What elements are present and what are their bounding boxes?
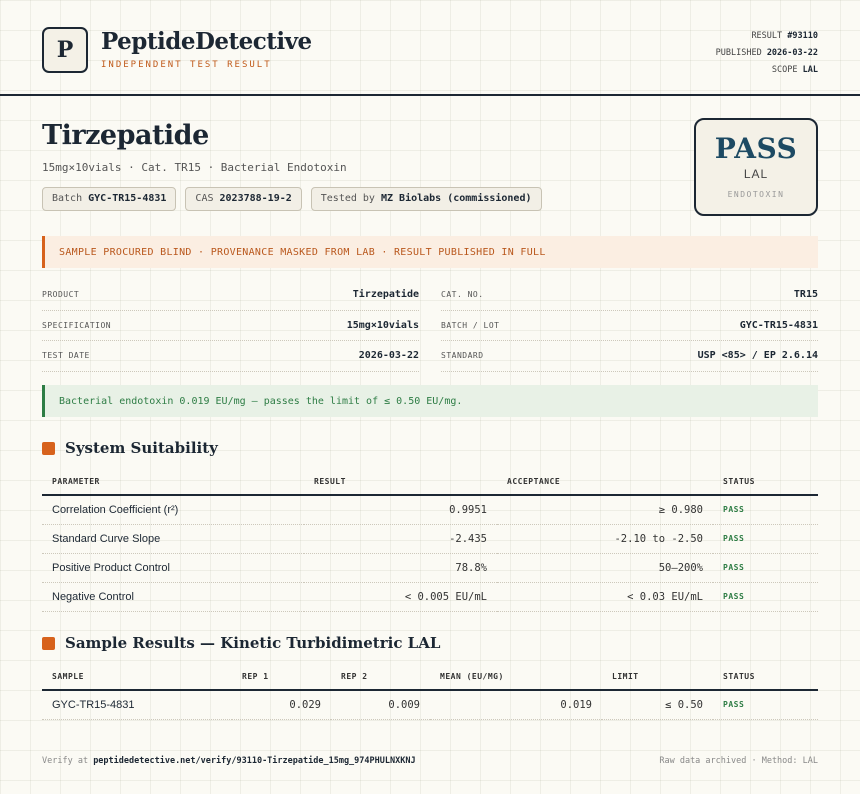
scope-label: SCOPE [771,65,798,75]
col-header: MEAN (EU/MG) [430,663,602,690]
standard-cell [441,341,818,372]
param-cell: Negative Control [42,582,304,611]
pass-stamp [694,118,818,216]
scope-value: LAL [802,65,818,75]
result-cell: -2.435 [304,524,497,553]
param-cell: Standard Curve Slope [42,524,304,553]
scope-line [716,62,818,79]
product-cell [42,280,419,311]
suitability-title: System Suitability [65,439,218,457]
acceptance-cell: -2.10 to -2.50 [497,524,713,553]
date-cell [42,341,419,372]
col-header: RESULT [304,468,497,495]
info-grid [42,280,818,372]
stamp-verdict: PASS [714,132,798,165]
spec-cell [42,311,419,342]
table-row [42,553,818,582]
result-id-line [716,28,818,45]
col-header: STATUS [713,468,818,495]
suitability-section-heading [42,439,218,457]
page-subtitle: 15mg×10vials · Cat. TR15 · Bacterial Endotoxin [42,161,347,174]
spec-value: 15mg×10vials [346,319,419,331]
verify-label: Verify at [42,756,89,766]
report-meta [716,28,818,79]
result-cell: 0.9951 [304,495,497,524]
status-badge: PASS [713,553,818,582]
table-header-row [42,663,818,690]
stamp-subtitle: ENDOTOXIN [727,190,785,199]
result-id: #93110 [787,31,818,41]
blind-notice: SAMPLE PROCURED BLIND · PROVENANCE MASKED FROM LAB · RESULT PUBLISHED IN FULL [42,236,818,268]
col-header: PARAMETER [42,468,304,495]
verify-line [42,756,416,766]
limit-cell: ≤ 0.50 [602,690,713,719]
table-header-row [42,468,818,495]
table-row [42,582,818,611]
product-value: Tirzepatide [352,289,419,301]
table-row [42,690,818,719]
section-marker-icon [42,637,55,650]
stamp-scope: LAL [743,167,769,181]
col-header: SAMPLE [42,663,232,690]
result-cell: < 0.005 EU/mL [304,582,497,611]
info-row [42,341,818,372]
logo: P [42,27,88,73]
rep2-cell: 0.009 [331,690,430,719]
spec-label: SPECIFICATION [42,320,112,330]
tested-by-chip [311,187,542,211]
batch-chip [42,187,176,211]
chip-row [42,187,542,211]
param-cell: Correlation Coefficient (r²) [42,495,304,524]
standard-value: USP <85> / EP 2.6.14 [697,350,818,362]
date-value: 2026-03-22 [358,350,419,362]
footer-note: Raw data archived · Method: LAL [659,756,818,766]
col-header: REP 1 [232,663,331,690]
date-label: TEST DATE [42,351,90,361]
acceptance-cell: ≥ 0.980 [497,495,713,524]
published-date: 2026-03-22 [766,48,818,58]
acceptance-cell: 50–200% [497,553,713,582]
col-header: STATUS [713,663,818,690]
batch-chip-value: GYC-TR15-4831 [88,193,167,204]
info-row [42,280,818,311]
samples-title: Sample Results — Kinetic Turbidimetric LAL [65,634,441,652]
mean-cell: 0.019 [430,690,602,719]
col-header: LIMIT [602,663,713,690]
rep1-cell: 0.029 [232,690,331,719]
page-title: Tirzepatide [42,120,209,151]
info-row [42,311,818,342]
tested-by-value: MZ Biolabs (commissioned) [380,193,532,204]
result-notice: Bacterial endotoxin 0.019 EU/mg — passes the limit of ≤ 0.50 EU/mg. [42,385,818,417]
status-badge: PASS [713,690,818,719]
published-line [716,45,818,62]
acceptance-cell: < 0.03 EU/mL [497,582,713,611]
batch-label: BATCH / LOT [441,320,500,330]
samples-table [42,663,818,720]
batch-value: GYC-TR15-4831 [739,319,818,331]
cas-chip [185,187,301,211]
suitability-table [42,468,818,612]
cas-chip-value: 2023788-19-2 [219,193,292,204]
catno-value: TR15 [793,289,818,301]
col-header: ACCEPTANCE [497,468,713,495]
table-row [42,524,818,553]
cas-chip-label: CAS [195,193,214,204]
batch-chip-label: Batch [52,193,83,204]
result-label: RESULT [751,31,783,41]
result-cell: 78.8% [304,553,497,582]
param-cell: Positive Product Control [42,553,304,582]
table-row [42,495,818,524]
sample-cell: GYC-TR15-4831 [42,690,232,719]
tested-by-label: Tested by [320,193,375,204]
brand-subtitle: INDEPENDENT TEST RESULT [101,60,272,70]
status-badge: PASS [713,524,818,553]
report-header [0,0,860,96]
batch-cell [441,311,818,342]
published-label: PUBLISHED [715,48,762,58]
samples-section-heading [42,634,440,652]
status-badge: PASS [713,495,818,524]
col-header: REP 2 [331,663,430,690]
verify-link[interactable]: peptidedetective.net/verify/93110-Tirzepatide_15mg_974PHULNXKNJ [93,756,416,766]
status-badge: PASS [713,582,818,611]
product-label: PRODUCT [42,290,80,300]
section-marker-icon [42,442,55,455]
catno-label: CAT. NO. [441,290,484,300]
catno-cell [441,280,818,311]
footer [42,756,818,766]
standard-label: STANDARD [441,351,484,361]
brand-name: PeptideDetective [101,28,312,55]
